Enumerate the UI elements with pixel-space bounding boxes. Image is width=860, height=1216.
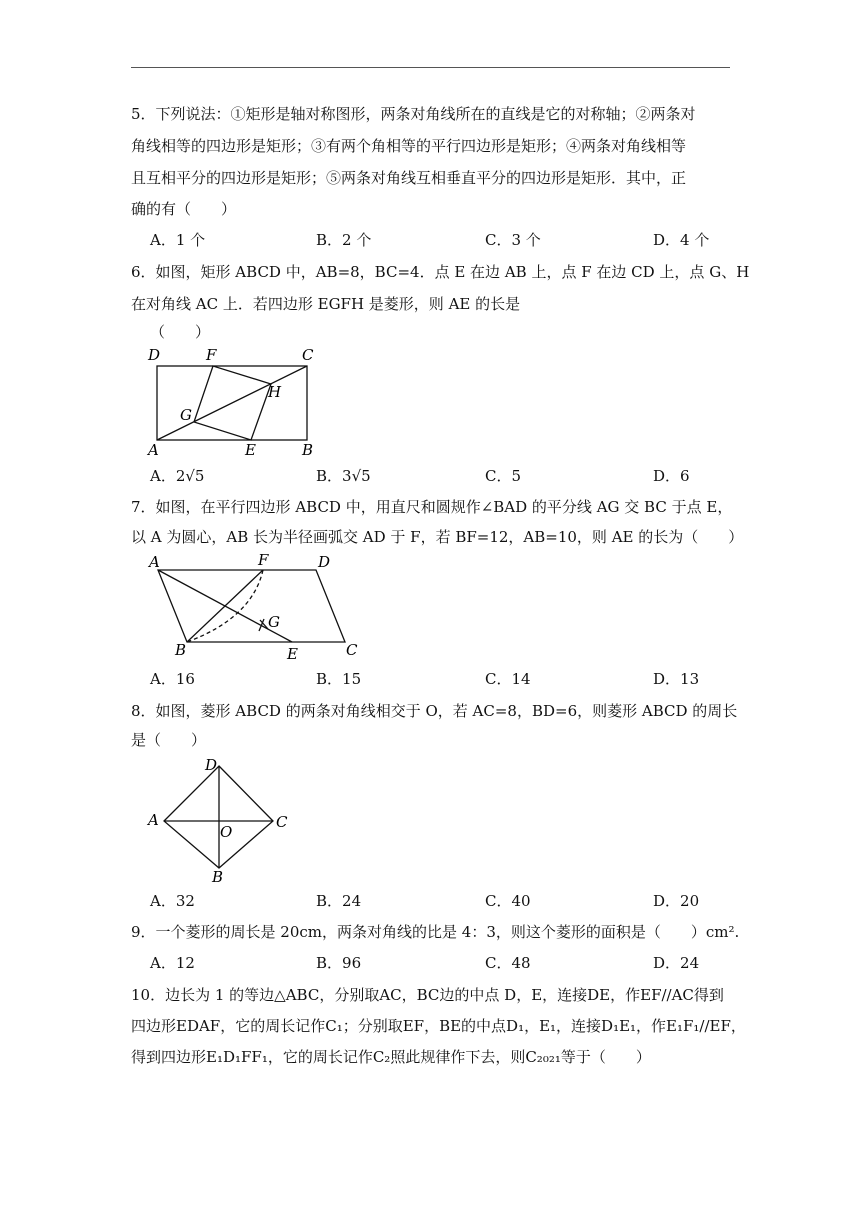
q7-option-c: C．14 (485, 670, 531, 688)
q9-option-a: A．12 (150, 954, 195, 972)
q10-line-3: 得到四边形E₁D₁FF₁，它的周长记作C₂照此规律作下去，则C₂₀₂₁等于（ ） (131, 1048, 651, 1066)
q6-option-c: C．5 (485, 467, 522, 485)
q5-line-2: 角线相等的四边形是矩形；③有两个角相等的平行四边形是矩形；④两条对角线相等 (131, 137, 687, 155)
q6-label-f: F (206, 346, 217, 364)
q8-option-d: D．20 (653, 892, 700, 910)
q6-option-d: D．6 (653, 467, 690, 485)
q7-label-e: E (287, 645, 298, 662)
q6-label-g: G (180, 406, 192, 424)
q7-option-d: D．13 (653, 670, 700, 688)
q5-option-b: B．2 个 (316, 231, 372, 249)
q6-label-a: A (148, 441, 159, 459)
q8-rhombus-figure (140, 754, 300, 884)
q5-option-a: A．1 个 (150, 231, 206, 249)
q9-line-1: 9．一个菱形的周长是 20cm，两条对角线的比是 4：3，则这个菱形的面积是（ ）cm². (131, 923, 740, 941)
q6-label-d: D (148, 346, 161, 364)
header-rule (131, 67, 730, 68)
q5-line-4: 确的有（ ） (131, 200, 237, 218)
q9-option-c: C．48 (485, 954, 531, 972)
q10-line-2: 四边形EDAF，它的周长记作C₁；分别取EF，BE的中点D₁，E₁，连接D₁E₁，作E₁F₁//EF， (131, 1017, 746, 1035)
q9-option-b: B．96 (316, 954, 362, 972)
q7-label-a: A (149, 553, 160, 571)
q6-option-a: A．2√5 (150, 467, 205, 485)
q6-label-b: B (302, 441, 314, 459)
q8-label-o: O (220, 823, 233, 841)
q6-rectangle-figure (140, 344, 340, 460)
q6-label-e: E (245, 441, 256, 459)
q5-line-1: 5．下列说法：①矩形是轴对称图形，两条对角线所在的直线是它的对称轴；②两条对 (131, 105, 696, 123)
q8-option-c: C．40 (485, 892, 531, 910)
q7-option-a: A．16 (150, 670, 195, 688)
q10-line-1: 10．边长为 1 的等边△ABC，分别取AC，BC边的中点 D，E，连接DE，作EF//AC得到 (131, 986, 724, 1004)
q6-diagonal-ac (157, 366, 307, 440)
q7-line-1: 7．如图，在平行四边形 ABCD 中，用直尺和圆规作∠BAD 的平分线 AG 交 BC 于点 E， (131, 498, 733, 516)
q6-label-h: H (268, 383, 282, 401)
q7-parallelogram-figure (140, 552, 370, 662)
q7-segment-bf (187, 570, 263, 642)
q8-label-a: A (148, 811, 159, 829)
q6-option-b: B．3√5 (316, 467, 371, 485)
q7-label-b: B (175, 641, 187, 659)
q8-label-b: B (212, 868, 224, 884)
q7-label-d: D (318, 553, 331, 571)
q7-label-g: G (268, 613, 280, 631)
q6-label-c: C (302, 346, 314, 364)
q6-line-1: 6．如图，矩形 ABCD 中，AB=8，BC=4．点 E 在边 AB 上，点 F 在边 CD 上，点 G、H (131, 263, 750, 281)
q7-label-c: C (346, 641, 358, 659)
q7-option-b: B．15 (316, 670, 362, 688)
q9-option-d: D．24 (653, 954, 700, 972)
q8-label-d: D (205, 756, 218, 774)
q8-option-b: B．24 (316, 892, 362, 910)
q5-option-d: D．4 个 (653, 231, 710, 249)
q5-option-c: C．3 个 (485, 231, 541, 249)
q5-line-3: 且互相平分的四边形是矩形；⑤两条对角线互相垂直平分的四边形是矩形．其中，正 (131, 169, 687, 187)
q6-line-2: 在对角线 AC 上．若四边形 EGFH 是菱形，则 AE 的长是 (131, 295, 521, 313)
q8-line-2: 是（ ） (131, 731, 207, 749)
q7-label-f: F (258, 552, 269, 569)
q8-option-a: A．32 (150, 892, 195, 910)
q8-line-1: 8．如图，菱形 ABCD 的两条对角线相交于 O，若 AC=8，BD=6，则菱形 ABCD 的周长 (131, 702, 738, 720)
q8-label-c: C (276, 813, 288, 831)
q6-line-3: （ ） (150, 323, 211, 341)
q7-line-2: 以 A 为圆心，AB 长为半径画弧交 AD 于 F，若 BF=12，AB=10，则 AE 的长为（ ） (131, 528, 744, 546)
